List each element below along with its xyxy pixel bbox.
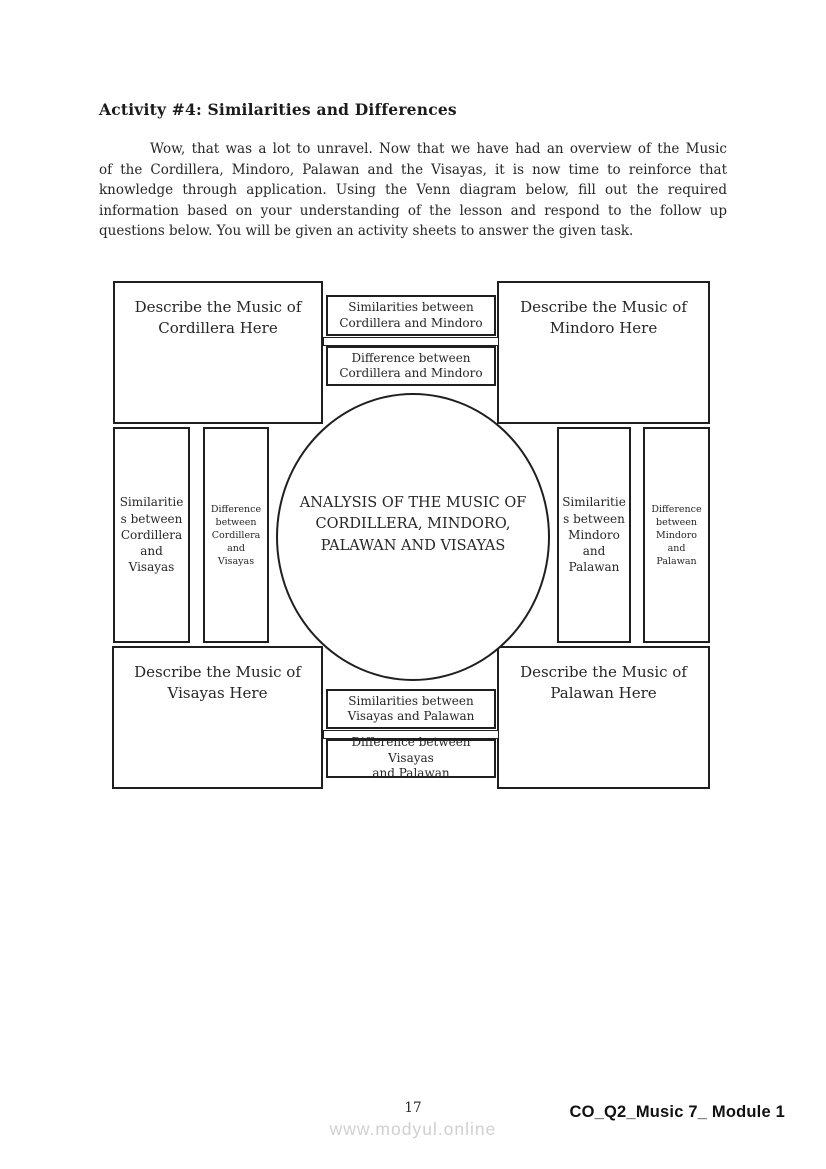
watermark: www.modyul.online [329,1119,497,1139]
box-label-line: ANALYSIS OF THE MUSIC OF [299,494,527,511]
box-label-line: Similaritie [119,495,184,510]
box-label-line: and Palawan [372,766,450,781]
box-label-line: Cordillera [120,527,183,542]
page-title: Activity #4: Similarities and Differences [99,100,457,119]
box-label-line: Similaritie [562,495,626,510]
similarities-visayas-palawan-box [326,689,496,729]
analysis-circle [276,393,550,681]
similarities-mindoro-palawan-box [557,427,631,643]
box-label-line: Mindoro [568,527,620,542]
box-label-line: Visayas [217,555,255,567]
box-label-line: between [655,516,697,528]
box-label-line: Describe the Music of [520,663,687,681]
box-label-line: Describe the Music of [134,663,301,681]
intro-line: knowledge through application. Using the Venn diagram below, fill out the required [99,182,727,199]
box-label-line: Similarities between [348,693,474,708]
box-label-line: Difference between Visayas [351,735,471,765]
box-label-line: Cordillera Here [158,319,278,337]
box-label-line: Difference [651,503,702,515]
box-label-line: Visayas and Palawan [347,709,475,723]
box-label-line: between [215,516,257,528]
describe-cordillera-box [113,281,323,424]
box-label-line: Cordillera [211,529,261,541]
box-label-line: Cordillera and Mindoro [339,366,483,380]
box-label-line: CORDILLERA, MINDORO, [315,516,511,533]
similarities-cordillera-visayas-box [113,427,190,643]
box-label-line: Mindoro Here [549,319,658,337]
box-label-line: Visayas [128,560,175,575]
box-label-line: s between [120,511,183,526]
box-label-line: Palawan [568,560,620,575]
box-label-line: and [140,544,163,559]
page-number: 17 [404,1100,422,1116]
box-label-line: and [667,542,686,554]
box-label-line: Mindoro [656,529,697,541]
intro-line: information based on your understanding of the lesson and respond to the follow up [99,202,727,219]
similarities-cordillera-mindoro-box [326,295,496,336]
box-label-line: PALAWAN AND VISAYAS [320,537,506,554]
box-label-line: Palawan Here [550,684,657,702]
box-label-line: Cordillera and Mindoro [339,315,483,330]
box-label-line: Visayas Here [167,684,268,702]
module-label: CO_Q2_Music 7_ Module 1 [569,1103,785,1121]
describe-palawan-box [497,646,710,789]
box-label-line: Difference [210,503,262,515]
box-label-line: and [582,544,606,559]
intro-line: Wow, that was a lot to unravel. Now that we have had an overview of the Music [150,141,727,157]
intro-line: of the Cordillera, Mindoro, Palawan and the Visayas, it is now time to reinforce that [99,161,727,178]
analysis-circle-label [300,493,527,558]
box-label-line: Palawan [656,555,697,567]
difference-visayas-palawan-box [326,735,496,781]
intro-line: questions below. You will be given an activity sheets to answer the given task. [99,223,634,240]
box-label-line: Similarities between [348,300,474,314]
intro-paragraph [99,139,727,242]
box-label-line: and [227,542,245,554]
difference-cordillera-visayas-box [203,427,269,643]
describe-visayas-box [112,646,323,789]
difference-mindoro-palawan-box [643,427,710,643]
connector-strip-top [323,337,499,346]
box-label-line: s between [563,511,625,526]
box-label-line: Describe the Music of [134,298,302,316]
describe-mindoro-box [497,281,710,424]
box-label-line: Difference between [351,350,471,365]
difference-cordillera-mindoro-box [326,346,496,386]
box-label-line: Describe the Music of [520,298,687,316]
